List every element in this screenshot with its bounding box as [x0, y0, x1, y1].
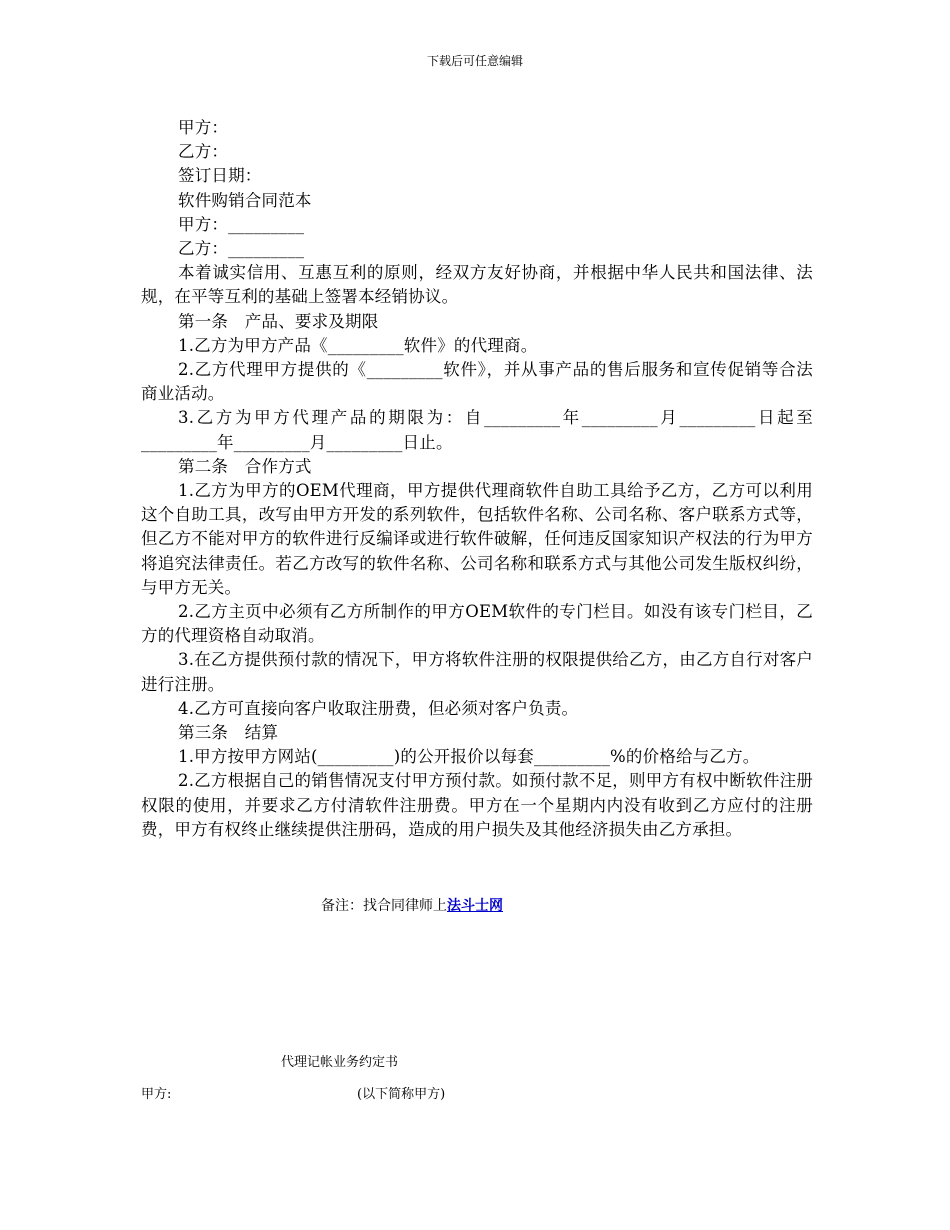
article-2-clause-2: 2.乙方主页中必须有乙方所制作的甲方OEM软件的专门栏目。如没有该专门栏目，乙方的代理资格自动取消。: [141, 602, 813, 646]
second-doc-party-a-suffix: (以下简称甲方): [357, 1087, 446, 1102]
article-2-clause-4: 4.乙方可直接向客户收取注册费，但必须对客户负责。: [178, 698, 579, 718]
signing-date-line: 签订日期：: [178, 166, 262, 186]
party-b-line: 乙方：: [178, 142, 229, 162]
article-3-heading: 第三条 结算: [178, 723, 279, 743]
article-1-heading: 第一条 产品、要求及期限: [178, 311, 379, 331]
contract-body: [141, 116, 813, 842]
contract-title: 软件购销合同范本: [178, 190, 312, 210]
article-2-clause-1: 1.乙方为甲方的OEM代理商，甲方提供代理商软件自助工具给予乙方，乙方可以利用这个自助工具，改写由甲方开发的系列软件，包括软件名称、公司名称、客户联系方式等，但乙方不能对甲方的软件进行反编译或进行软件破解，任何违反国家知识产权法的行为甲方将追究法律责任。若乙方改写的软件名称、公司名称和联系方式与其他公司发生版权纠纷，与甲方无关。: [141, 481, 813, 597]
footer-note: [321, 896, 503, 916]
fadoushi-link[interactable]: 法斗士网: [447, 898, 503, 914]
party-b-blank-line: 乙方：_________: [178, 239, 305, 259]
article-3-clause-2: 2.乙方根据自己的销售情况支付甲方预付款。如预付款不足，则甲方有权中断软件注册权限的使用，并要求乙方付清软件注册费。甲方在一个星期内内没有收到乙方应付的注册费，甲方有权终止继续提供注册码，造成的用户损失及其他经济损失由乙方承担。: [141, 771, 813, 839]
article-1-clause-2: 2.乙方代理甲方提供的《_________软件》，并从事产品的售后服务和宣传促销等合法商业活动。: [141, 360, 813, 404]
preamble-paragraph: 本着诚实信用、互惠互利的原则，经双方友好协商，并根据中华人民共和国法律、法规，在平等互利的基础上签署本经销协议。: [141, 263, 813, 307]
article-1-clause-1: 1.乙方为甲方产品《_________软件》的代理商。: [178, 335, 538, 355]
page-header: 下载后可任意编辑: [426, 54, 523, 68]
article-2-clause-3: 3.在乙方提供预付款的情况下，甲方将软件注册的权限提供给乙方，由乙方自行对客户进行注册。: [141, 650, 813, 694]
second-document-title: 代理记帐业务约定书: [281, 1055, 399, 1070]
second-doc-party-a-row: [141, 1086, 446, 1104]
note-prefix: 备注：找合同律师上: [321, 898, 447, 914]
party-a-line: 甲方：: [178, 118, 229, 137]
article-2-heading: 第二条 合作方式: [178, 456, 312, 476]
article-3-clause-1: 1.甲方按甲方网站(_________)的公开报价以每套_________%的价格给与乙方。: [178, 747, 760, 767]
second-doc-party-a-label: 甲方:: [141, 1087, 172, 1102]
article-1-clause-3: 3.乙方为甲方代理产品的期限为：自_________年_________月_________日起至_________年_________月_________日止。: [141, 408, 813, 452]
party-a-blank-line: 甲方：_________: [178, 214, 305, 234]
